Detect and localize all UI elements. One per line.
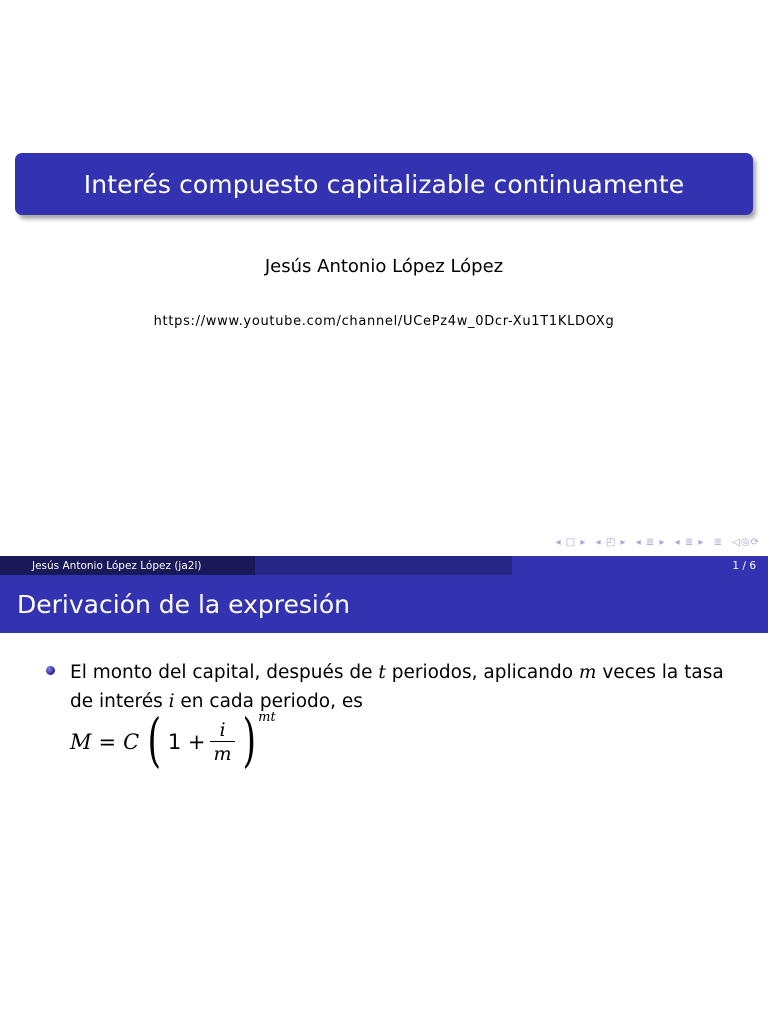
author-name: Jesús Antonio López López [264,256,504,277]
slide-footer [0,556,768,575]
formula-fraction [210,719,234,766]
fraction-denominator: m [213,742,232,765]
nav-frame-icon[interactable]: ◂ □ ▸ [555,537,587,548]
nav-section-icon[interactable]: ◂ ≣ ▸ [635,537,666,548]
formula-left-paren: ( [147,706,162,774]
formula-lhs: M [70,730,92,754]
formula-one-plus: 1 + [167,730,206,754]
channel-url[interactable]: https://www.youtube.com/channel/UCePz4w_0Dcr-Xu1T1KLDOXg [153,314,615,329]
compound-interest-formula [70,708,276,776]
bullet-text-part: en cada periodo, es [174,691,363,712]
bullet-ball-icon [46,666,55,675]
frame-title: Derivación de la expresión [17,589,350,619]
bullet-text-part: periodos, aplicando [385,662,579,683]
formula-capital: C [123,730,140,754]
footer-page-number: 1 / 6 [512,556,768,575]
formula-equals: = [98,730,117,754]
nav-subsection-icon[interactable]: ◂ ◰ ▸ [595,537,627,548]
frame-title-bar [0,575,768,633]
math-var-t: t [378,662,386,683]
math-var-m: m [578,662,597,683]
footer-author: Jesús Antonio López López (ja2l) [0,556,255,575]
formula-exponent: mt [258,710,276,725]
nav-document-icon[interactable]: ◂ ≣ ▸ [674,537,705,548]
math-var-i: i [168,691,175,712]
title-block [15,153,753,215]
formula-right-paren: ) [242,706,256,774]
bullet-text-part: veces la tasa de interés [70,662,724,712]
nav-search-icon[interactable]: ◁◎⟳ [732,537,760,548]
bullet-text-part: El monto del capital, después de [70,662,379,683]
footer-title-segment [255,556,512,575]
nav-toc-icon[interactable]: ≣ [713,537,724,548]
fraction-numerator: i [219,718,226,741]
beamer-navigation-bar [551,537,760,548]
presentation-title: Interés compuesto capitalizable continuamente [83,169,685,199]
